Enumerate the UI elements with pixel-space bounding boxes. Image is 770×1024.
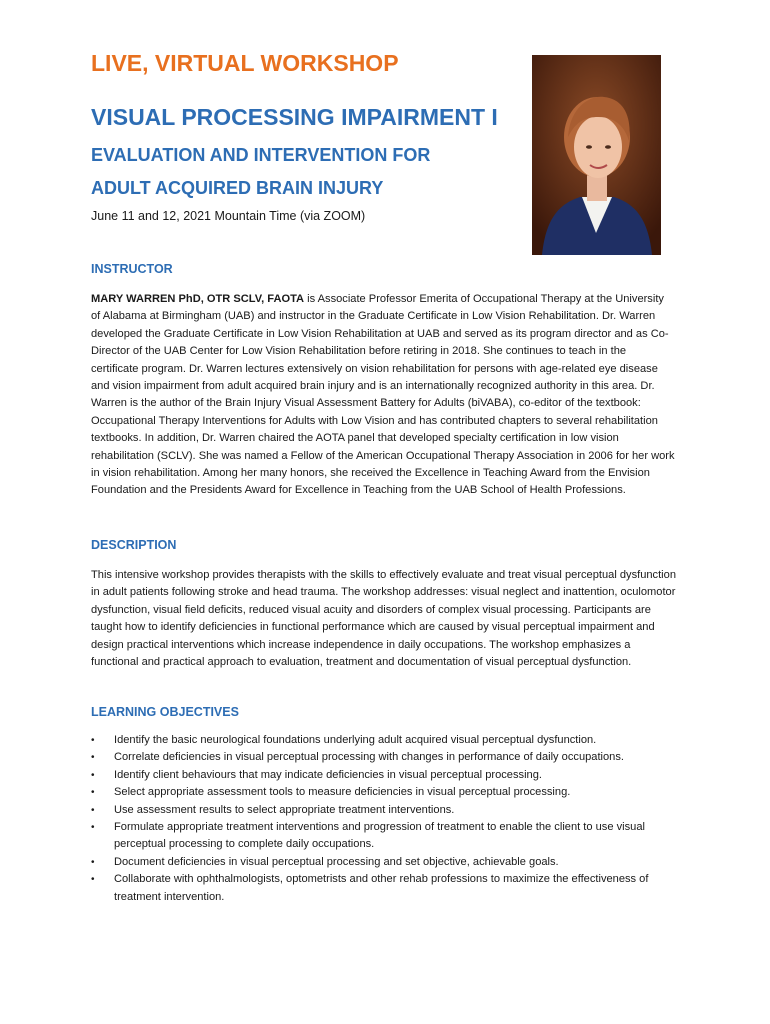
objective-item: • Use assessment results to select appropriate treatment interventions.	[91, 802, 676, 819]
objectives-list	[91, 732, 676, 906]
workshop-dates: June 11 and 12, 2021 Mountain Time (via ZOOM)	[91, 209, 366, 223]
instructor-bio-text: is Associate Professor Emerita of Occupational Therapy at the University of Alabama at Birmingham (UAB) and instructor in the Graduate Certificate in Low Vision Rehabilitation. Dr. Warren developed the Graduate Certificate in Low Vision Rehabilitation at UAB and served as its program director and as Co-Director of the UAB Center for Low Vision Rehabilitation before retiring in 2018. She continues to teach in the certificate program. Dr. Warren lectures extensively on vision rehabilitation for persons with age-related eye disease and vision impairment from adult acquired brain injury and is an internationally recognized authority in this area. Dr. Warren is the author of the Brain Injury Visual Assessment Battery for Adults (biVABA), co-editor of the textbook: Occupational Therapy Interventions for Adults with Low Vision and has contributed chapters to several rehabilitation textbooks. In addition, Dr. Warren chaired the AOTA panel that developed specialty certification in low vision rehabilitation (SCLV). She was named a Fellow of the American Occupational Therapy Association in 2006 for her work in vision rehabilitation. Among her many honors, she received the Excellence in Teaching Award from the Envision Foundation and the Presidents Award for Excellence in Teaching from the UAB School of Health Professions.	[91, 293, 675, 497]
bullet-icon: •	[91, 874, 95, 886]
objectives-heading: LEARNING OBJECTIVES	[91, 705, 239, 719]
description-heading: DESCRIPTION	[91, 538, 177, 552]
objective-item: • Correlate deficiencies in visual perceptual processing with changes in performance of daily occupations.	[91, 749, 676, 766]
instructor-heading: INSTRUCTOR	[91, 262, 173, 276]
bullet-icon: •	[91, 787, 95, 799]
workshop-subtitle-line2: ADULT ACQUIRED BRAIN INJURY	[91, 178, 384, 198]
bullet-icon: •	[91, 804, 95, 816]
objective-item: • Select appropriate assessment tools to measure deficiencies in visual perceptual processing.	[91, 784, 676, 801]
objective-item: • Collaborate with ophthalmologists, optometrists and other rehab professions to maximize the effectiveness of treatment intervention.	[91, 873, 649, 903]
bullet-icon: •	[91, 856, 95, 868]
objective-item: • Document deficiencies in visual perceptual processing and set objective, achievable goals.	[91, 854, 676, 871]
objective-item: • Formulate appropriate treatment interventions and progression of treatment to enable the client to use visual perceptual processing to complete daily occupations.	[91, 821, 645, 851]
instructor-name: MARY WARREN PhD, OTR SCLV, FAOTA	[91, 293, 305, 305]
bullet-icon: •	[91, 735, 95, 746]
workshop-subtitle-line1: EVALUATION AND INTERVENTION FOR	[91, 145, 431, 165]
description-text: This intensive workshop provides therapists with the skills to effectively evaluate and treat visual perceptual dysfunction in adult patients following stroke and head trauma. The workshop addresses: visual neglect and inattention, oculomotor dysfunction, visual field deficits, reduced visual acuity and disorders of complex visual processing. Participants are taught how to identify deficiencies in functional performance which are caused by visual perceptual impairment and design practical interventions which increase independence in daily occupations. The workshop emphasizes a functional and practical approach to evaluation, treatment and documentation of visual perceptual dysfunction.	[91, 569, 676, 669]
workshop-kicker: LIVE, VIRTUAL WORKSHOP	[91, 50, 399, 76]
bullet-icon: •	[91, 769, 95, 781]
objective-item: • Identify the basic neurological foundations underlying adult acquired visual perceptual dysfunction.	[91, 732, 676, 749]
instructor-photo	[532, 55, 661, 255]
instructor-bio	[91, 291, 676, 500]
objective-item: • Identify client behaviours that may indicate deficiencies in visual perceptual processing.	[91, 767, 676, 784]
workshop-title: VISUAL PROCESSING IMPAIRMENT I	[91, 104, 498, 130]
bullet-icon: •	[91, 752, 95, 764]
bullet-icon: •	[91, 822, 95, 834]
